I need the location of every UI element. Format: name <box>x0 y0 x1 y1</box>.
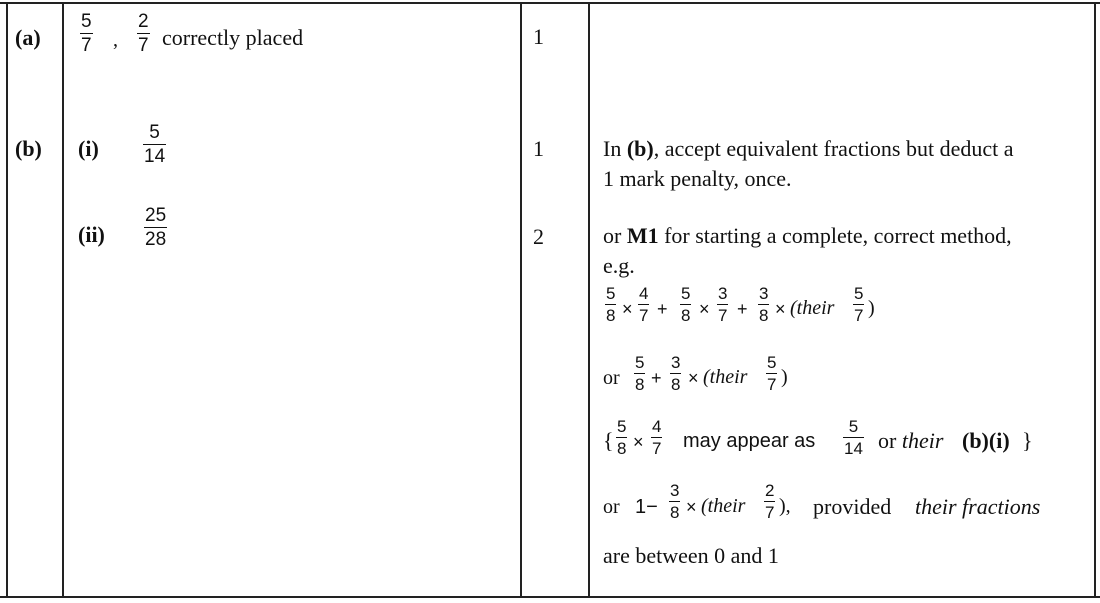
expr4-fraction-1: 3 8 <box>670 481 680 522</box>
guidance-b-line1: In (b), accept equivalent fractions but deduct a <box>603 136 1014 161</box>
expr1-fraction-1: 5 8 <box>606 284 616 325</box>
expr4-their-fractions: their fractions <box>915 494 1041 519</box>
expr1-their: (their <box>790 297 835 319</box>
expr3-or-their: or their <box>878 428 944 453</box>
table-border-left <box>6 2 8 598</box>
table-border-top <box>0 2 1100 4</box>
part-a-separator: , <box>113 29 118 51</box>
column-divider-answer <box>520 2 522 598</box>
expr3-times: × <box>633 432 644 452</box>
expr4-or: or <box>603 496 620 518</box>
column-divider-mark <box>588 2 590 598</box>
part-b-label: (b) <box>15 136 42 161</box>
expr3-fraction-3: 5 14 <box>844 417 863 458</box>
expr1-their-fraction: 5 7 <box>854 284 864 325</box>
expr4-one-minus: 1− <box>635 496 658 518</box>
expr1-times-3: × <box>775 299 786 319</box>
expr1-times-2: × <box>699 299 710 319</box>
expr3-ref: (b)(i) <box>962 428 1010 453</box>
expr3-may-appear: may appear as <box>683 430 816 452</box>
guidance-eg: e.g. <box>603 253 635 278</box>
part-a-mark: 1 <box>533 24 544 49</box>
expr4-their: (their <box>701 495 746 517</box>
part-a-fraction-2: 2 7 <box>138 11 149 56</box>
table-border-bottom <box>0 596 1100 598</box>
expr1-close: ) <box>868 297 875 319</box>
part-a-answer-text: correctly placed <box>162 25 304 50</box>
guidance-m1-line: or M1 for starting a complete, correct method, <box>603 223 1012 248</box>
part-b-ii-answer: 25 28 <box>145 205 167 250</box>
expr1-fraction-4: 3 7 <box>718 284 728 325</box>
expr1-times-1: × <box>622 299 633 319</box>
expr1-plus-1: + <box>657 299 668 319</box>
expr2-fraction-2: 3 8 <box>671 353 681 394</box>
expr3-fraction-2: 4 7 <box>652 417 662 458</box>
expr2-plus: + <box>651 368 662 388</box>
expr2-times: × <box>688 368 699 388</box>
expr4-their-fraction: 2 7 <box>765 481 775 522</box>
expr1-fraction-2: 4 7 <box>639 284 649 325</box>
guidance-b-line2: 1 mark penalty, once. <box>603 166 792 191</box>
expr1-fraction-3: 5 8 <box>681 284 691 325</box>
guidance-last-line: are between 0 and 1 <box>603 543 779 568</box>
column-divider-part <box>62 2 64 598</box>
part-b-i-label: (i) <box>78 136 99 161</box>
expr3-brace-close: } <box>1022 428 1033 453</box>
expr2-or: or <box>603 367 620 389</box>
part-a-label: (a) <box>15 25 41 50</box>
part-b-ii-label: (ii) <box>78 222 105 247</box>
part-b-i-answer: 5 14 <box>144 122 166 167</box>
expr2-their: (their <box>703 366 748 388</box>
expr1-fraction-5: 3 8 <box>759 284 769 325</box>
expr3-fraction-1: 5 8 <box>617 417 627 458</box>
part-a-fraction-1: 5 7 <box>81 11 92 56</box>
expr2-close: ) <box>781 366 788 388</box>
part-b-i-mark: 1 <box>533 136 544 161</box>
expr2-their-fraction: 5 7 <box>767 353 777 394</box>
expr1-plus-2: + <box>737 299 748 319</box>
expr4-close: ), <box>779 495 791 517</box>
expr4-provided: provided <box>813 494 892 519</box>
expr4-times: × <box>686 497 697 517</box>
part-b-ii-mark: 2 <box>533 224 544 249</box>
expr3-brace-open: { <box>603 428 614 453</box>
table-border-right <box>1094 2 1096 598</box>
expr2-fraction-1: 5 8 <box>635 353 645 394</box>
